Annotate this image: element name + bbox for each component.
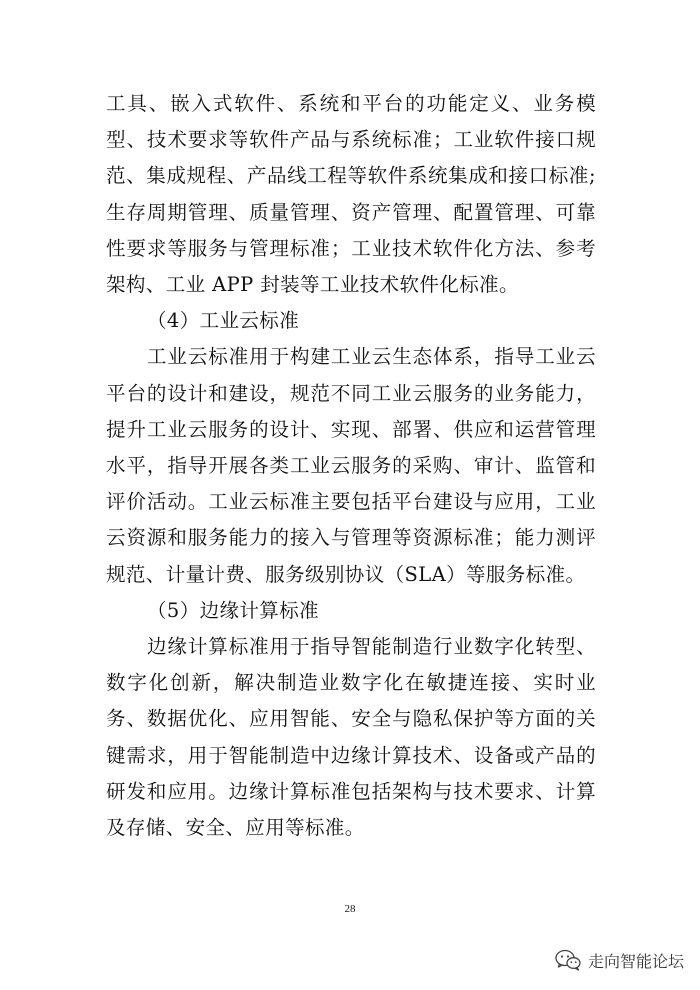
watermark bbox=[555, 947, 684, 973]
paragraph-industrial-cloud: 工业云标准用于构建工业云生态体系，指导工业云平台的设计和建设，规范不同工业云服务的业务能力，提升工业云服务的设计、实现、部署、供应和运营管理水平，指导开展各类工业云服务的采购、审计、监管和评价活动。工业云标准主要包括平台建设与应用，工业云资源和服务能力的接入与管理等资源标准；能力测评规范、计量计费、服务级别协议（SLA）等服务标准。 bbox=[106, 345, 596, 586]
page-number: 28 bbox=[344, 903, 356, 915]
page-body bbox=[106, 86, 596, 846]
watermark-text: 走向智能论坛 bbox=[587, 951, 684, 971]
section-heading-industrial-cloud: （4）工业云标准 bbox=[147, 309, 300, 333]
paragraph-software-standards: 工具、嵌入式软件、系统和平台的功能定义、业务模型、技术要求等软件产品与系统标准；工业软件接口规范、集成规程、产品线工程等软件系统集成和接口标准;生存周期管理、质量管理、资产管理、配置管理、可靠性要求等服务与管理标准；工业技术软件化方法、参考架构、工业 APP 封装等工业技术软件化标准。 bbox=[106, 92, 596, 297]
wechat-icon bbox=[555, 949, 581, 971]
paragraph-edge-computing: 边缘计算标准用于指导智能制造行业数字化转型、数字化创新，解决制造业数字化在敏捷连接、实时业务、数据优化、应用智能、安全与隐私保护等方面的关键需求，用于智能制造中边缘计算技术、设备或产品的研发和应用。边缘计算标准包括架构与技术要求、计算及存储、安全、应用等标准。 bbox=[106, 635, 596, 840]
section-heading-edge-computing: （5）边缘计算标准 bbox=[147, 598, 320, 622]
